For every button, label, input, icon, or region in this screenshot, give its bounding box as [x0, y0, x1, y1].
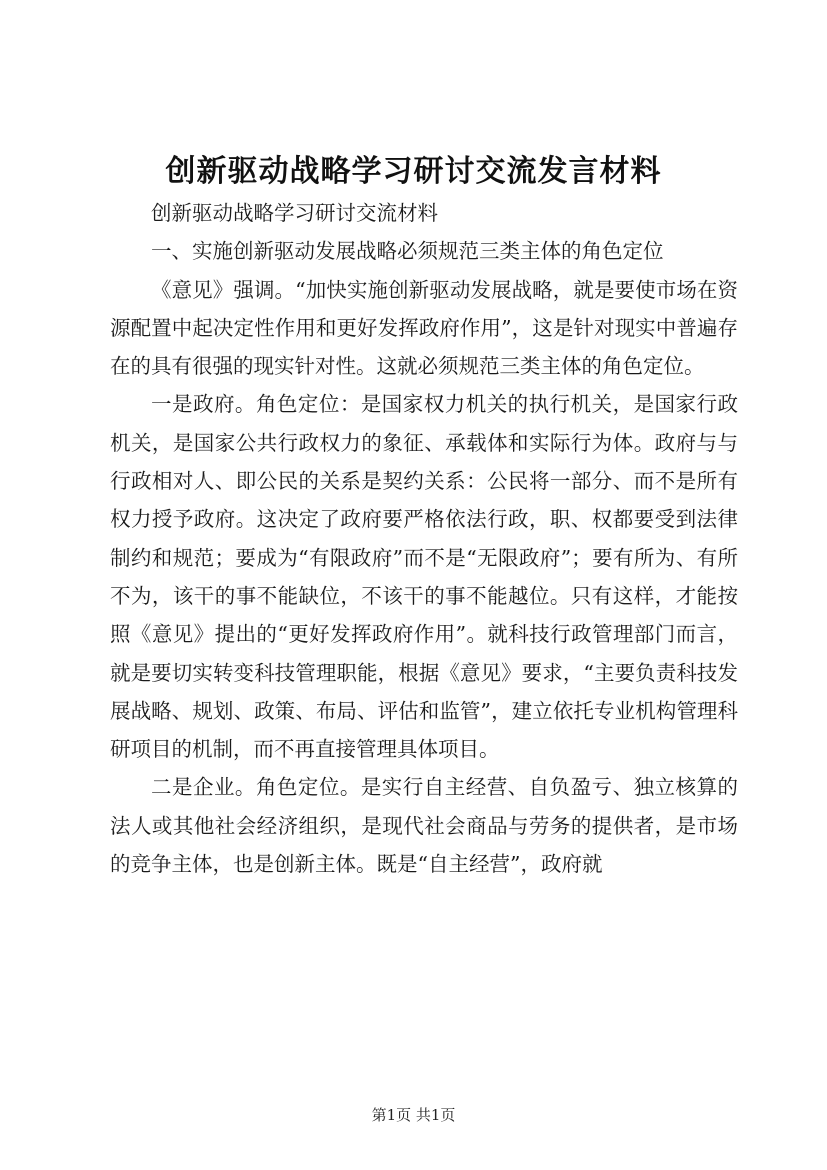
body-paragraph: 《意见》强调。“加快实施创新驱动发展战略，就是要使市场在资源配置中起决定性作用和更好发挥政府作用”，这是针对现实中普遍存在的具有很强的现实针对性。这就必须规范三类主体的角色定位。: [110, 277, 738, 379]
document-title: 创新驱动战略学习研讨交流发言材料: [165, 154, 662, 189]
page-footer: 第1页 共1页: [371, 1106, 456, 1124]
body-paragraph: 一是政府。角色定位：是国家权力机关的执行机关，是国家行政机关，是国家公共行政权力的象征、承载体和实际行为体。政府与与行政相对人、即公民的关系是契约关系：公民将一部分、而不是所有权力授予政府。这决定了政府要严格依法行政，职、权都要受到法律制约和规范；要成为“有限政府”而不是“无限政府”；要有所为、有所不为，该干的事不能缺位，不该干的事不能越位。只有这样，才能按照《意见》提出的“更好发挥政府作用”。就科技行政管理部门而言，就是要切实转变科技管理职能，根据《意见》要求，“主要负责科技发展战略、规划、政策、布局、评估和监管”，建立依托专业机构管理科研项目的机制，而不再直接管理具体项目。: [110, 392, 738, 762]
section-heading: 一、实施创新驱动发展战略必须规范三类主体的角色定位: [151, 239, 664, 264]
subtitle-paragraph: 创新驱动战略学习研讨交流材料: [151, 201, 438, 225]
document-body: [110, 194, 738, 883]
body-paragraph: 二是企业。角色定位。是实行自主经营、自负盈亏、独立核算的法人或其他社会经济组织，是现代社会商品与劳务的提供者，是市场的竞争主体，也是创新主体。既是“自主经营”，政府就: [110, 775, 738, 877]
